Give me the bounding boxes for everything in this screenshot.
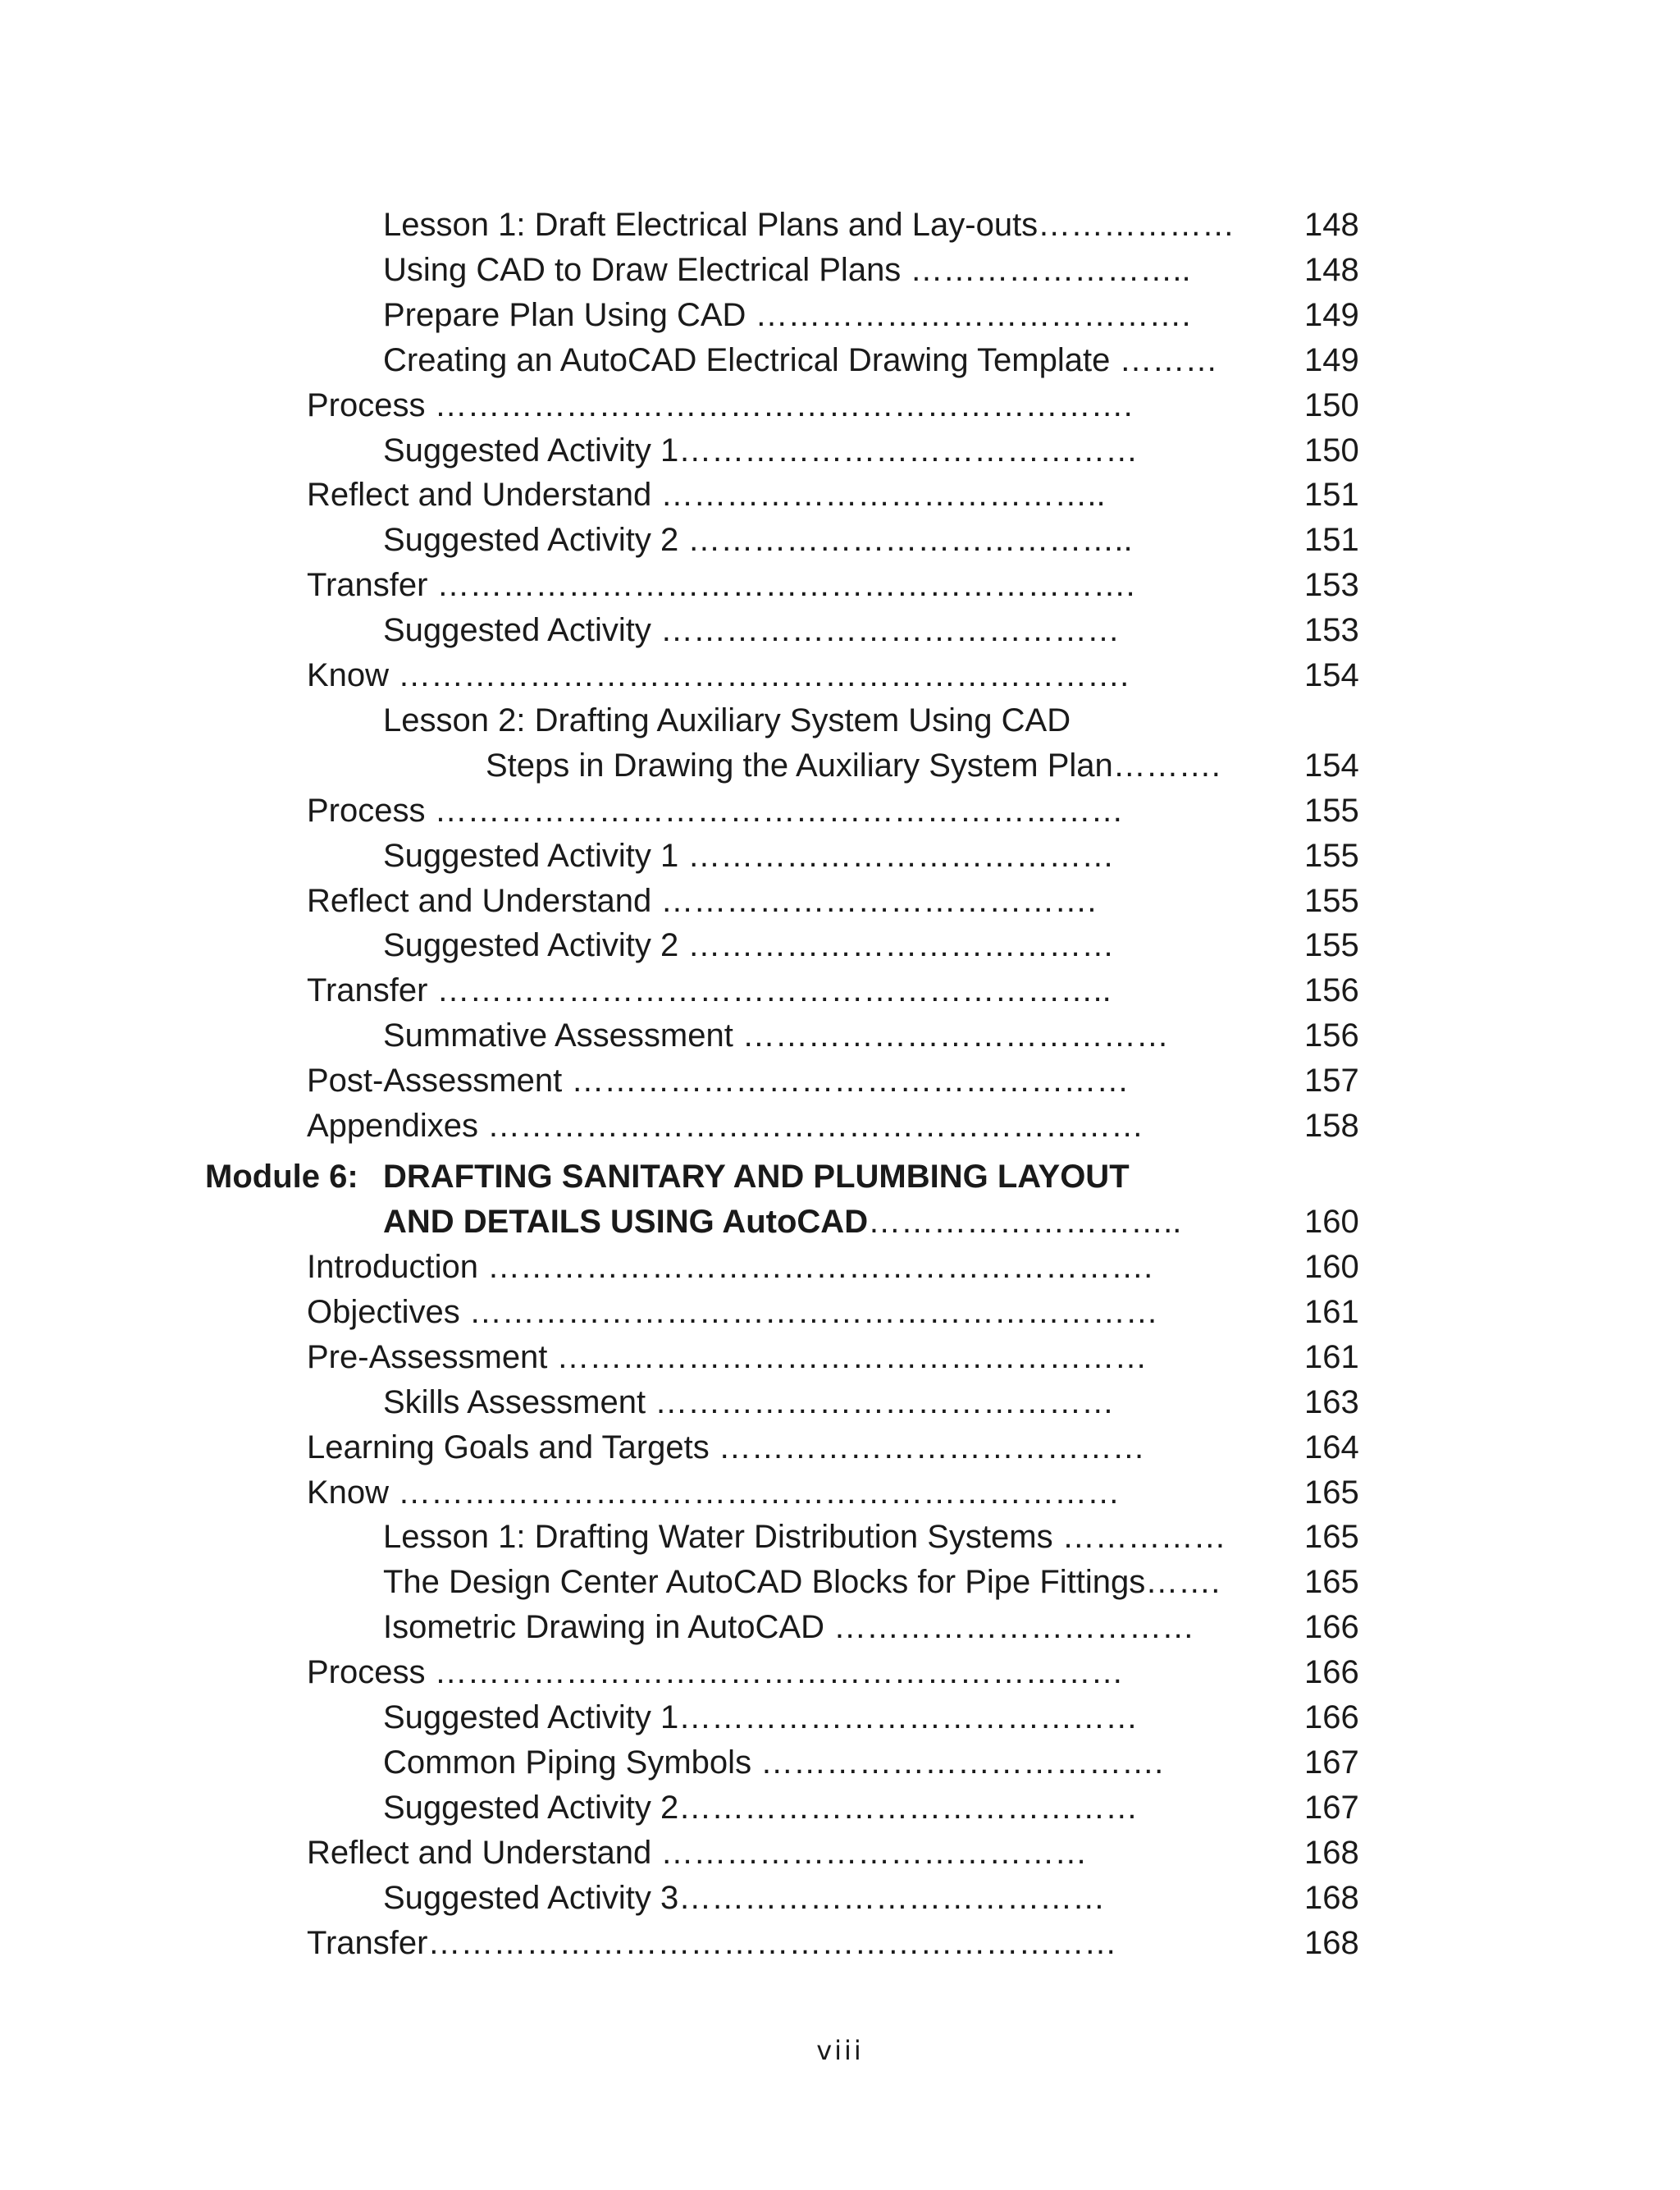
toc-entry-title: Prepare Plan Using CAD …………………………………. [383, 296, 1191, 333]
toc-entry [0, 1291, 1680, 1333]
toc-entry-page-number: 165 [1304, 1564, 1359, 1601]
toc-entry-title: Learning Goals and Targets ………………………………… [307, 1429, 1145, 1465]
toc-entry-title: Objectives ……………………………………………………… [307, 1293, 1158, 1330]
toc-entry [0, 1786, 1680, 1829]
toc-entry-title: Creating an AutoCAD Electrical Drawing Template ……… [383, 341, 1218, 378]
toc-entry-title: Introduction ……………………………………………………. [307, 1249, 1153, 1285]
toc-entry-title: Suggested Activity 1 ………………………………… [383, 837, 1115, 874]
toc-entry-page-number: 148 [1304, 251, 1359, 288]
toc-entry-page-number: 149 [1304, 296, 1359, 333]
toc-entry-title: Know …………………………………………………………. [307, 657, 1130, 693]
toc-entry-title: Skills Assessment …………………………………… [383, 1383, 1115, 1420]
toc-entry [0, 1104, 1680, 1147]
toc-entry [0, 384, 1680, 427]
toc-entry [0, 1381, 1680, 1424]
toc-entry-page-number: 165 [1304, 1474, 1359, 1511]
toc-entry-page-number: 168 [1304, 1879, 1359, 1916]
toc-entry-page-number: 168 [1304, 1834, 1359, 1871]
toc-entry [0, 1471, 1680, 1514]
toc-entry-page-number: 155 [1304, 792, 1359, 829]
toc-entry [0, 1606, 1680, 1648]
toc-entry-page-number: 161 [1304, 1338, 1359, 1375]
toc-entry-title: Suggested Activity 3………………………………… [383, 1879, 1106, 1916]
toc-entry-title: Reflect and Understand ………………………………….. [307, 477, 1106, 514]
module-label: Module 6: [205, 1159, 358, 1195]
toc-entry [0, 834, 1680, 877]
toc-entry [0, 880, 1680, 922]
toc-entry-title: Lesson 1: Drafting Water Distribution Systems …………… [383, 1519, 1226, 1556]
toc-entry-page-number: 163 [1304, 1383, 1359, 1420]
toc-entry-title: Process ………………………………………………………. [307, 386, 1133, 423]
toc-entry-page-number: 161 [1304, 1293, 1359, 1330]
toc-entry-title: Lesson 2: Drafting Auxiliary System Using CAD [383, 702, 1071, 738]
toc-entry [0, 1741, 1680, 1784]
toc-entry-title: Process ……………………………………………………… [307, 1654, 1124, 1691]
toc-entry-page-number: 166 [1304, 1609, 1359, 1646]
toc-entry-title: Know ………………………………………………………… [307, 1474, 1121, 1511]
toc-entry [0, 654, 1680, 697]
toc-entry-title: Process ……………………………………………………… [307, 792, 1124, 829]
toc-entry-page-number: 155 [1304, 882, 1359, 919]
toc-entry [0, 1426, 1680, 1469]
toc-entry-title: Transfer …………………………………………………….. [307, 972, 1112, 1009]
toc-entry-title: Summative Assessment ………………………………… [383, 1017, 1169, 1054]
toc-entry-title: Reflect and Understand …………………………………. [307, 882, 1097, 919]
toc-entry-title: Suggested Activity 2 ………………………………….. [383, 522, 1133, 559]
toc-entry-title: Reflect and Understand ………………………………… [307, 1834, 1088, 1871]
toc-entry [0, 564, 1680, 606]
toc-entry [0, 519, 1680, 561]
toc-entry-page-number: 166 [1304, 1699, 1359, 1735]
toc-entry [0, 1696, 1680, 1739]
toc-entry-title: Appendixes …………………………………………………… [307, 1108, 1144, 1144]
module-title-leader: ……………………….. [868, 1204, 1182, 1240]
toc-entry [0, 699, 1680, 742]
toc-entry [0, 924, 1680, 967]
toc-entry-page-number: 148 [1304, 207, 1359, 243]
toc-entry-page-number: 149 [1304, 341, 1359, 378]
toc-entry [0, 1922, 1680, 1964]
toc-entry-title: Post-Assessment …………………………………………… [307, 1063, 1130, 1100]
toc-entry-page-number: 160 [1304, 1249, 1359, 1285]
toc-entry-page-number: 151 [1304, 477, 1359, 514]
toc-entry-page-number: 165 [1304, 1519, 1359, 1556]
toc-entry [0, 203, 1680, 246]
toc-entry-title: Transfer……………………………………………………… [307, 1924, 1117, 1961]
toc-entry [0, 969, 1680, 1012]
toc-entry-page-number: 154 [1304, 747, 1359, 784]
toc-entry-page-number: 156 [1304, 972, 1359, 1009]
toc-entry-page-number: 156 [1304, 1017, 1359, 1054]
toc-entry-title: Suggested Activity 2 ………………………………… [383, 927, 1115, 964]
toc-entry-title: Suggested Activity 2…………………………………… [383, 1789, 1139, 1826]
toc-entry-page-number: 167 [1304, 1789, 1359, 1826]
toc-entry-page-number: 166 [1304, 1654, 1359, 1691]
module-heading-line2 [0, 1200, 1680, 1243]
toc-entry-title: Suggested Activity 1…………………………………… [383, 432, 1139, 469]
toc-entry-page-number: 164 [1304, 1429, 1359, 1465]
toc-entry-title: Suggested Activity 1…………………………………… [383, 1699, 1139, 1735]
toc-entry-title: Suggested Activity …………………………………… [383, 612, 1120, 649]
toc-entry [0, 609, 1680, 652]
toc-entry-title: Common Piping Symbols ………………………………. [383, 1744, 1164, 1781]
toc-entry-page-number: 155 [1304, 837, 1359, 874]
toc-entry [0, 1831, 1680, 1874]
toc-entry-title: Transfer ………………………………………………………. [307, 567, 1135, 604]
toc-entry-page-number: 168 [1304, 1924, 1359, 1961]
toc-entry-title: Pre-Assessment ……………………………………………… [307, 1338, 1148, 1375]
toc-entry [0, 1516, 1680, 1558]
toc-entry-page-number: 157 [1304, 1063, 1359, 1100]
toc-entry-page-number: 155 [1304, 927, 1359, 964]
toc-entry-title: Isometric Drawing in AutoCAD …………………………… [383, 1609, 1195, 1646]
toc-entry [0, 294, 1680, 336]
toc-entry [0, 1246, 1680, 1288]
toc-entry-page-number: 153 [1304, 612, 1359, 649]
module-heading [0, 1155, 1680, 1198]
toc-entry-page-number: 151 [1304, 522, 1359, 559]
toc-entry [0, 339, 1680, 382]
module-title-line2: AND DETAILS USING AutoCAD [383, 1204, 869, 1240]
toc-entry-title: Using CAD to Draw Electrical Plans …………………….. [383, 251, 1191, 288]
toc-entry [0, 1561, 1680, 1603]
toc-entry-page-number: 153 [1304, 567, 1359, 604]
toc-entry [0, 1877, 1680, 1919]
toc-entry [0, 789, 1680, 832]
toc-entry [0, 249, 1680, 291]
toc-entry-page-number: 158 [1304, 1108, 1359, 1144]
toc-entry-page-number: 150 [1304, 386, 1359, 423]
toc-entry-page-number: 154 [1304, 657, 1359, 693]
toc-entry [0, 473, 1680, 516]
toc-entry-title: The Design Center AutoCAD Blocks for Pipe Fittings……. [383, 1564, 1221, 1601]
module-page-number: 160 [1304, 1204, 1359, 1240]
page-number-footer: viii [816, 2035, 864, 2066]
toc-entry [0, 744, 1680, 787]
toc-entry-title: Steps in Drawing the Auxiliary System Plan………. [486, 747, 1221, 784]
module-title-line1: DRAFTING SANITARY AND PLUMBING LAYOUT [383, 1159, 1130, 1195]
toc-entry-page-number: 167 [1304, 1744, 1359, 1781]
toc-entry-title: Lesson 1: Draft Electrical Plans and Lay-outs……………… [383, 207, 1235, 243]
toc-entry [0, 1014, 1680, 1057]
toc-entry [0, 1059, 1680, 1102]
toc-entry [0, 1336, 1680, 1378]
toc-entry [0, 429, 1680, 472]
toc-entry [0, 1651, 1680, 1694]
toc-entry-page-number: 150 [1304, 432, 1359, 469]
